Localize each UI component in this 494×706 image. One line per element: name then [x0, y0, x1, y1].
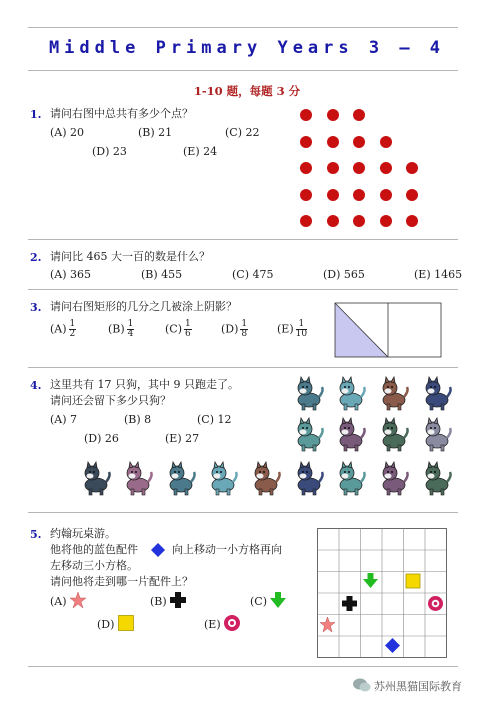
q1-dot: [353, 109, 365, 121]
q1-dot: [327, 136, 339, 148]
board-ring-icon: [428, 596, 443, 611]
q5-option-c[interactable]: [250, 595, 267, 608]
q5-text-line3: 左移动三小方格。: [50, 559, 138, 572]
q4-option-b[interactable]: (B) 8: [124, 413, 152, 426]
dog-icon: [250, 462, 282, 496]
dog-icon: [421, 418, 453, 452]
dog-icon: [80, 462, 112, 496]
q1-dot: [327, 189, 339, 201]
ring-icon: [224, 615, 240, 631]
q1-dot: [353, 215, 365, 227]
q5-text-line4: 请问他将走到哪一片配件上？: [50, 575, 193, 588]
dog-icon: [335, 418, 367, 452]
q5-option-e[interactable]: [204, 618, 221, 631]
q2-option-b[interactable]: (B) 455: [141, 268, 183, 281]
dog-icon: [378, 462, 410, 496]
q3-option-b[interactable]: [108, 320, 134, 339]
q3-option-e[interactable]: [277, 320, 307, 339]
q5-game-board: [317, 528, 447, 658]
dog-icon: [293, 377, 325, 411]
q1-dot: [353, 136, 365, 148]
q1-text: 请问右图中总共有多少个点？: [50, 107, 193, 120]
q1-dot: [327, 109, 339, 121]
q1-option-e[interactable]: (E) 24: [183, 145, 218, 158]
q1-dot: [300, 109, 312, 121]
q2-option-a[interactable]: (A) 365: [50, 268, 92, 281]
q1-dot: [380, 136, 392, 148]
q1-dot: [406, 189, 418, 201]
q2-number: 2.: [30, 251, 42, 264]
yellow-square-icon: [118, 615, 134, 631]
dog-icon: [378, 418, 410, 452]
q1-dot: [300, 162, 312, 174]
q1-dot: [353, 189, 365, 201]
q2-text: 请问比 465 大一百的数是什么？: [50, 250, 210, 263]
q1-dot: [327, 215, 339, 227]
q1-option-b[interactable]: (B) 21: [138, 126, 173, 139]
q1-number: 1.: [30, 108, 42, 121]
cross-icon: [170, 592, 186, 608]
dog-icon: [165, 462, 197, 496]
q3-number: 3.: [30, 301, 42, 314]
q3-option-c-fraction: $\frac{1}{6}$: [185, 319, 191, 339]
q3-option-b-label: (B): [108, 322, 125, 336]
q1-dot: [300, 189, 312, 201]
dog-icon: [421, 462, 453, 496]
q1-dot: [406, 162, 418, 174]
q3-shaded-rectangle-figure: [334, 302, 442, 358]
q3-option-a-fraction: $\frac{1}{2}$: [69, 319, 76, 339]
q5-option-c-label: (C): [250, 595, 267, 608]
q3-option-b-fraction: $\frac{1}{4}$: [127, 319, 134, 339]
section-subtitle: 1-10 题，每题 3 分: [193, 84, 301, 98]
q4-text-line1: 这里共有 17 只狗，其中 9 只跑走了。: [50, 378, 239, 391]
q5-option-b[interactable]: [150, 595, 167, 608]
q5-option-d[interactable]: [97, 618, 114, 631]
dog-icon: [122, 462, 154, 496]
q1-dot: [300, 215, 312, 227]
q5-option-a[interactable]: [50, 595, 67, 608]
q2-option-e[interactable]: (E) 1465: [414, 268, 463, 281]
q1-dot: [300, 136, 312, 148]
q4-option-e[interactable]: (E) 27: [165, 432, 200, 445]
board-yellow-square-icon: [406, 574, 420, 588]
dog-icon: [378, 377, 410, 411]
page-title: Middle Primary Years 3 – 4: [48, 38, 446, 58]
dog-icon: [335, 377, 367, 411]
q3-option-a[interactable]: [50, 320, 76, 339]
q5-number: 5.: [30, 528, 42, 541]
q4-option-a[interactable]: (A) 7: [50, 413, 78, 426]
q4-text-line2: 请问还会留下多少只狗？: [50, 394, 171, 407]
q4-option-d[interactable]: (D) 26: [84, 432, 119, 445]
dog-icon: [421, 377, 453, 411]
q1-dot: [406, 215, 418, 227]
q2-option-d[interactable]: (D) 565: [323, 268, 365, 281]
q1-dot: [353, 162, 365, 174]
q1-option-c[interactable]: (C) 22: [225, 126, 260, 139]
q4-option-c[interactable]: (C) 12: [197, 413, 232, 426]
dog-icon: [207, 462, 239, 496]
dog-icon: [335, 462, 367, 496]
q5-text-line2b: 向上移动一小方格再向: [172, 543, 282, 556]
q3-option-d-fraction: $\frac{1}{8}$: [241, 319, 248, 339]
q1-dot: [380, 189, 392, 201]
green-arrow-icon: [270, 592, 286, 608]
q5-text-line1: 约翰玩桌游。: [50, 527, 116, 540]
watermark-text: 苏州黑猫国际教育: [374, 680, 462, 693]
q1-dot: [380, 162, 392, 174]
q3-option-c-label: (C): [165, 322, 182, 336]
q5-text-line2a: 他将他的蓝色配件: [50, 543, 138, 556]
q1-option-a[interactable]: (A) 20: [50, 126, 85, 139]
star-icon: [70, 592, 86, 608]
q5-option-b-label: (B): [150, 595, 167, 608]
chat-bubble-icon: [353, 677, 371, 693]
q1-dot: [380, 215, 392, 227]
q3-text: 请问右图矩形的几分之几被涂上阴影？: [50, 300, 237, 313]
q2-option-c[interactable]: (C) 475: [232, 268, 274, 281]
q4-number: 4.: [30, 379, 42, 392]
q3-option-d-label: (D): [221, 322, 239, 336]
blue-diamond-icon: [151, 543, 165, 557]
q1-option-d[interactable]: (D) 23: [92, 145, 127, 158]
q3-option-d[interactable]: [221, 320, 248, 339]
dog-icon: [293, 418, 325, 452]
q5-option-d-label: (D): [97, 618, 115, 631]
q3-option-e-fraction: $\frac{1}{10}$: [295, 319, 308, 339]
q1-dot: [327, 162, 339, 174]
q5-option-e-label: (E): [204, 618, 221, 631]
dog-icon: [293, 462, 325, 496]
q3-option-a-label: (A): [50, 322, 67, 336]
q3-option-e-label: (E): [277, 322, 294, 336]
q3-option-c[interactable]: [165, 320, 192, 339]
q5-option-a-label: (A): [50, 595, 67, 608]
